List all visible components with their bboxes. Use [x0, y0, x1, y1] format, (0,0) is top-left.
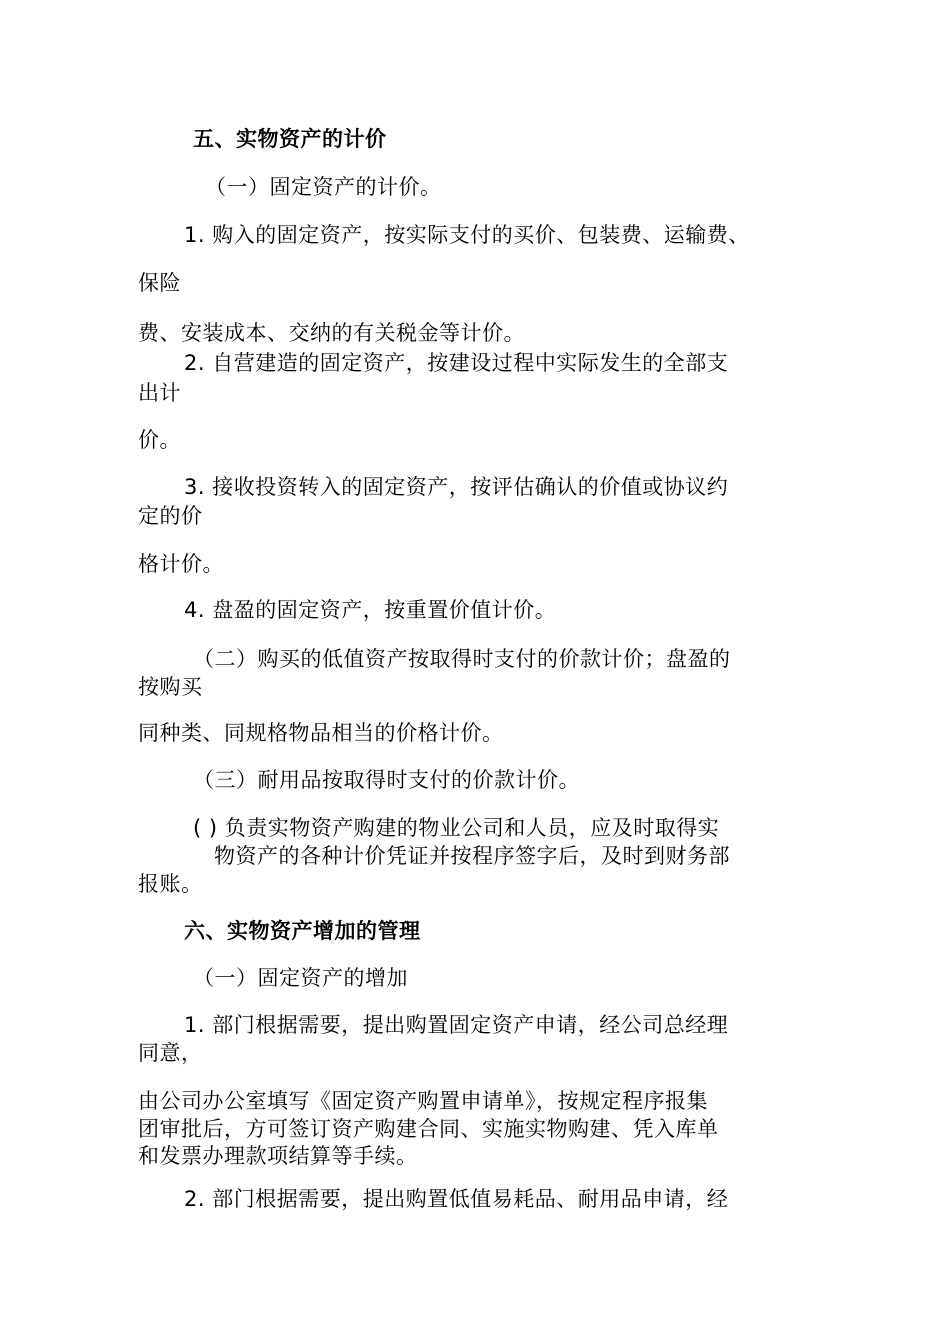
- paragraph-line: 同种类、同规格物品相当的价格计价。: [138, 721, 504, 745]
- paragraph-line: 价。: [138, 428, 181, 452]
- paragraph-line: 团审批后，方可签订资产购建合同、实施实物购建、凭入库单: [138, 1117, 719, 1141]
- paragraph-line: （二）购买的低值资产按取得时支付的价款计价；盘盈的: [193, 647, 731, 671]
- paragraph-line: 格计价。: [138, 552, 224, 576]
- paragraph-line: 同意，: [138, 1041, 203, 1065]
- paragraph-line: 费、安装成本、交纳的有关税金等计价。: [138, 321, 525, 345]
- paragraph-line: 报账。: [138, 872, 203, 896]
- paragraph-line: 保险: [138, 271, 181, 295]
- paragraph-line: （三）耐用品按取得时支付的价款计价。: [193, 768, 580, 792]
- paragraph-line: 3. 接收投资转入的固定资产，按评估确认的价值或协议约: [184, 475, 729, 499]
- subheading-1: （一）固定资产的增加: [193, 966, 408, 990]
- paragraph-line: 出计: [138, 381, 181, 405]
- paragraph-line: 2. 部门根据需要，提出购置低值易耗品、耐用品申请，经: [184, 1187, 729, 1211]
- paragraph-line: ( ) 负责实物资产购建的物业公司和人员，应及时取得实: [193, 816, 720, 840]
- paragraph-line: 定的价: [138, 504, 203, 528]
- paragraph-line: 4. 盘盈的固定资产，按重置价值计价。: [184, 598, 557, 622]
- subheading-1: （一）固定资产的计价。: [205, 175, 442, 199]
- paragraph-line: 和发票办理款项结算等手续。: [138, 1144, 418, 1168]
- paragraph-line: 按购买: [138, 675, 203, 699]
- paragraph-line: 物资产的各种计价凭证并按程序签字后，及时到财务部: [214, 844, 730, 868]
- section-heading-5: 五、实物资产的计价: [193, 127, 387, 151]
- paragraph-line: 由公司办公室填写《固定资产购置申请单》，按规定程序报集: [138, 1089, 708, 1113]
- paragraph-line: 1. 部门根据需要，提出购置固定资产申请，经公司总经理: [184, 1013, 729, 1037]
- paragraph-line: 1. 购入的固定资产，按实际支付的买价、包装费、运输费、: [184, 223, 750, 247]
- paragraph-line: 2. 自营建造的固定资产，按建设过程中实际发生的全部支: [184, 351, 729, 375]
- section-heading-6: 六、实物资产增加的管理: [184, 919, 421, 943]
